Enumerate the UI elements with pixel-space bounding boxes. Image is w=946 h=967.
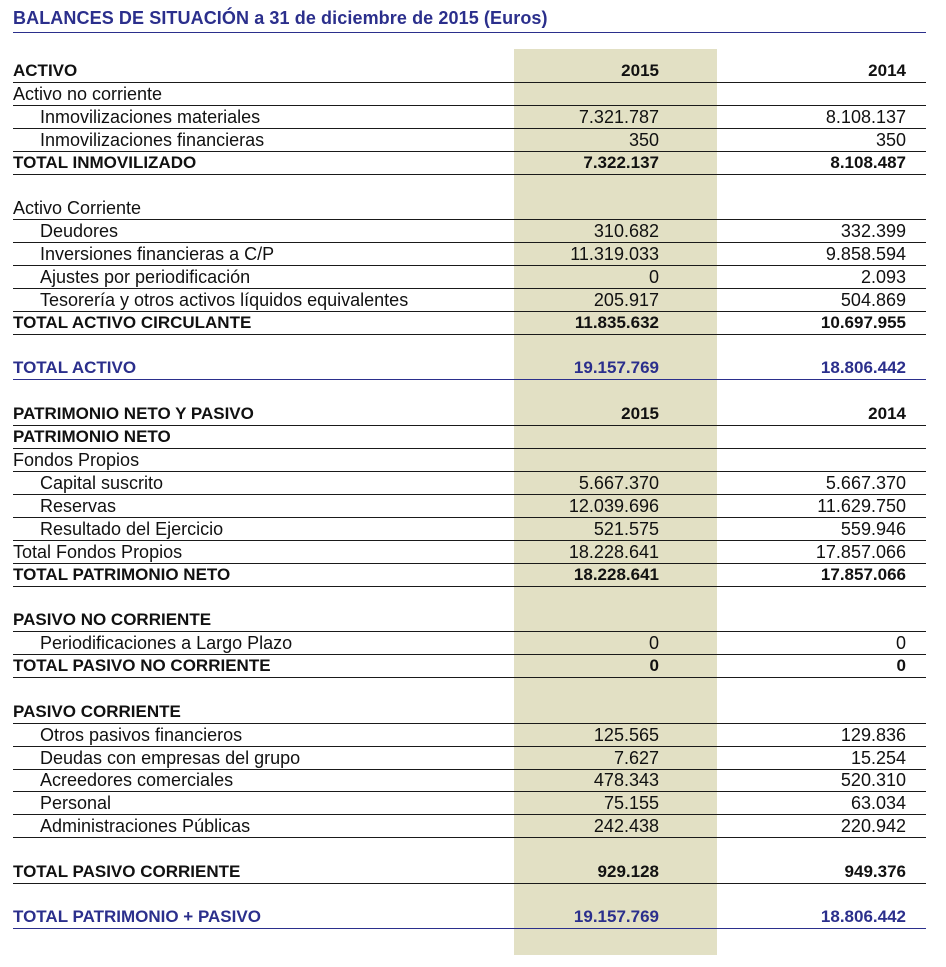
- row-label: Fondos Propios: [13, 450, 140, 470]
- row-value-2014: 15.254: [850, 748, 906, 768]
- row-value-2014: 520.310: [840, 770, 906, 790]
- row-patrimonio-pasivo-header: [13, 403, 926, 426]
- row-label: Personal: [40, 793, 112, 813]
- row-label: Activo no corriente: [13, 84, 163, 104]
- row-value-2014: 8.108.137: [825, 107, 906, 127]
- row-label: TOTAL PASIVO NO CORRIENTE: [13, 656, 271, 675]
- row-value-2015: 7.321.787: [578, 107, 659, 127]
- row-activo-header: [13, 60, 926, 83]
- page-title: BALANCES DE SITUACIÓN a 31 de diciembre de 2015 (Euros): [13, 8, 548, 28]
- row-value-2015: 2015: [621, 404, 659, 423]
- row-label: TOTAL ACTIVO CIRCULANTE: [13, 313, 252, 332]
- row-value-2014: 0: [895, 633, 906, 653]
- row-value-2015: 242.438: [593, 816, 659, 836]
- table-row: [13, 518, 926, 541]
- row-value-2014: 10.697.955: [820, 313, 906, 332]
- row-value-2015: 205.917: [593, 290, 659, 310]
- row-value-2014: 332.399: [840, 221, 906, 241]
- table-row: [13, 747, 926, 770]
- row-label: Resultado del Ejercicio: [40, 519, 224, 539]
- row-label: Administraciones Públicas: [40, 816, 251, 836]
- table-row: [13, 243, 926, 266]
- row-label: Activo Corriente: [13, 198, 142, 218]
- row-pasivo-corriente-header: [13, 701, 926, 724]
- table-row: [13, 472, 926, 495]
- row-label: PATRIMONIO NETO: [13, 427, 171, 446]
- row-label: Periodificaciones a Largo Plazo: [40, 633, 293, 653]
- row-value-2014: 2014: [868, 61, 906, 80]
- table-row: [13, 129, 926, 152]
- row-value-2014: 18.806.442: [820, 907, 906, 926]
- row-label: Otros pasivos financieros: [40, 725, 243, 745]
- row-value-2014: 350: [875, 130, 906, 150]
- row-value-2014: 63.034: [850, 793, 906, 813]
- row-value-2015: 19.157.769: [573, 907, 659, 926]
- row-label: Inmovilizaciones materiales: [40, 107, 261, 127]
- row-label: Reservas: [40, 496, 117, 516]
- row-value-2015: 0: [648, 267, 659, 287]
- row-total-pasivo-no-corriente: [13, 655, 926, 678]
- row-value-2015: 0: [648, 633, 659, 653]
- row-value-2014: 17.857.066: [820, 565, 906, 584]
- row-value-2015: 11.319.033: [570, 244, 659, 264]
- row-value-2015: 5.667.370: [578, 473, 659, 493]
- row-label: TOTAL PASIVO CORRIENTE: [13, 862, 241, 881]
- row-value-2015: 11.835.632: [574, 313, 659, 332]
- row-label: TOTAL PATRIMONIO NETO: [13, 565, 231, 584]
- row-total-fondos-propios: [13, 541, 926, 564]
- row-label: Inversiones financieras a C/P: [40, 244, 275, 264]
- row-label: Deudas con empresas del grupo: [40, 748, 301, 768]
- row-value-2015: 2015: [621, 61, 659, 80]
- row-value-2015: 521.575: [593, 519, 659, 539]
- row-total-activo: [13, 357, 926, 380]
- title-underline: [13, 32, 926, 33]
- table-row: [13, 769, 926, 792]
- row-label: Deudores: [40, 221, 119, 241]
- row-label: Capital suscrito: [40, 473, 164, 493]
- row-label: Total Fondos Propios: [13, 542, 183, 562]
- row-value-2014: 220.942: [840, 816, 906, 836]
- table-row: [13, 724, 926, 747]
- row-value-2015: 929.128: [597, 862, 659, 881]
- row-value-2014: 11.629.750: [817, 496, 906, 516]
- row-label: Acreedores comerciales: [40, 770, 234, 790]
- row-value-2015: 0: [649, 656, 659, 675]
- table-row: [13, 495, 926, 518]
- row-value-2015: 478.343: [593, 770, 659, 790]
- row-total-patrimonio-pasivo: [13, 906, 926, 929]
- row-label: TOTAL PATRIMONIO + PASIVO: [13, 907, 261, 926]
- row-value-2014: 2014: [868, 404, 906, 423]
- row-value-2015: 350: [628, 130, 659, 150]
- row-value-2015: 310.682: [593, 221, 659, 241]
- row-value-2015: 12.039.696: [568, 496, 659, 516]
- row-value-2015: 19.157.769: [573, 358, 659, 377]
- row-label: PASIVO CORRIENTE: [13, 702, 181, 721]
- table-row: [13, 792, 926, 815]
- row-label: TOTAL ACTIVO: [13, 358, 137, 377]
- row-fondos-propios: [13, 449, 926, 472]
- row-label: Inmovilizaciones financieras: [40, 130, 265, 150]
- row-value-2015: 7.322.137: [583, 153, 659, 172]
- row-total-patrimonio-neto: [13, 564, 926, 587]
- row-total-inmovilizado: [13, 152, 926, 175]
- row-activo-no-corriente: [13, 83, 926, 106]
- table-row: [13, 815, 926, 838]
- table-row: [13, 289, 926, 312]
- row-value-2014: 9.858.594: [825, 244, 906, 264]
- row-value-2015: 75.155: [603, 793, 659, 813]
- row-label: ACTIVO: [13, 61, 78, 80]
- row-pasivo-no-corriente-header: [13, 609, 926, 632]
- row-value-2015: 7.627: [613, 748, 659, 768]
- row-value-2014: 8.108.487: [830, 153, 906, 172]
- row-label: Tesorería y otros activos líquidos equivalentes: [40, 290, 409, 310]
- table-row: [13, 220, 926, 243]
- table-row: [13, 106, 926, 129]
- row-patrimonio-neto-header: [13, 426, 926, 449]
- row-label: PASIVO NO CORRIENTE: [13, 610, 212, 629]
- row-label: TOTAL INMOVILIZADO: [13, 153, 197, 172]
- row-total-pasivo-corriente: [13, 861, 926, 884]
- row-value-2014: 559.946: [840, 519, 906, 539]
- row-value-2014: 0: [896, 656, 906, 675]
- row-value-2015: 18.228.641: [573, 565, 659, 584]
- row-total-activo-circulante: [13, 312, 926, 335]
- row-value-2014: 2.093: [860, 267, 906, 287]
- row-value-2015: 18.228.641: [568, 542, 659, 562]
- row-value-2015: 125.565: [593, 725, 659, 745]
- row-label: Ajustes por periodificación: [40, 267, 251, 287]
- table-row: [13, 632, 926, 655]
- row-value-2014: 504.869: [840, 290, 906, 310]
- row-label: PATRIMONIO NETO Y PASIVO: [13, 404, 254, 423]
- row-activo-corriente: [13, 197, 926, 220]
- row-value-2014: 5.667.370: [825, 473, 906, 493]
- table-row: [13, 266, 926, 289]
- row-value-2014: 949.376: [844, 862, 906, 881]
- row-value-2014: 129.836: [840, 725, 906, 745]
- row-value-2014: 18.806.442: [820, 358, 906, 377]
- row-value-2014: 17.857.066: [815, 542, 906, 562]
